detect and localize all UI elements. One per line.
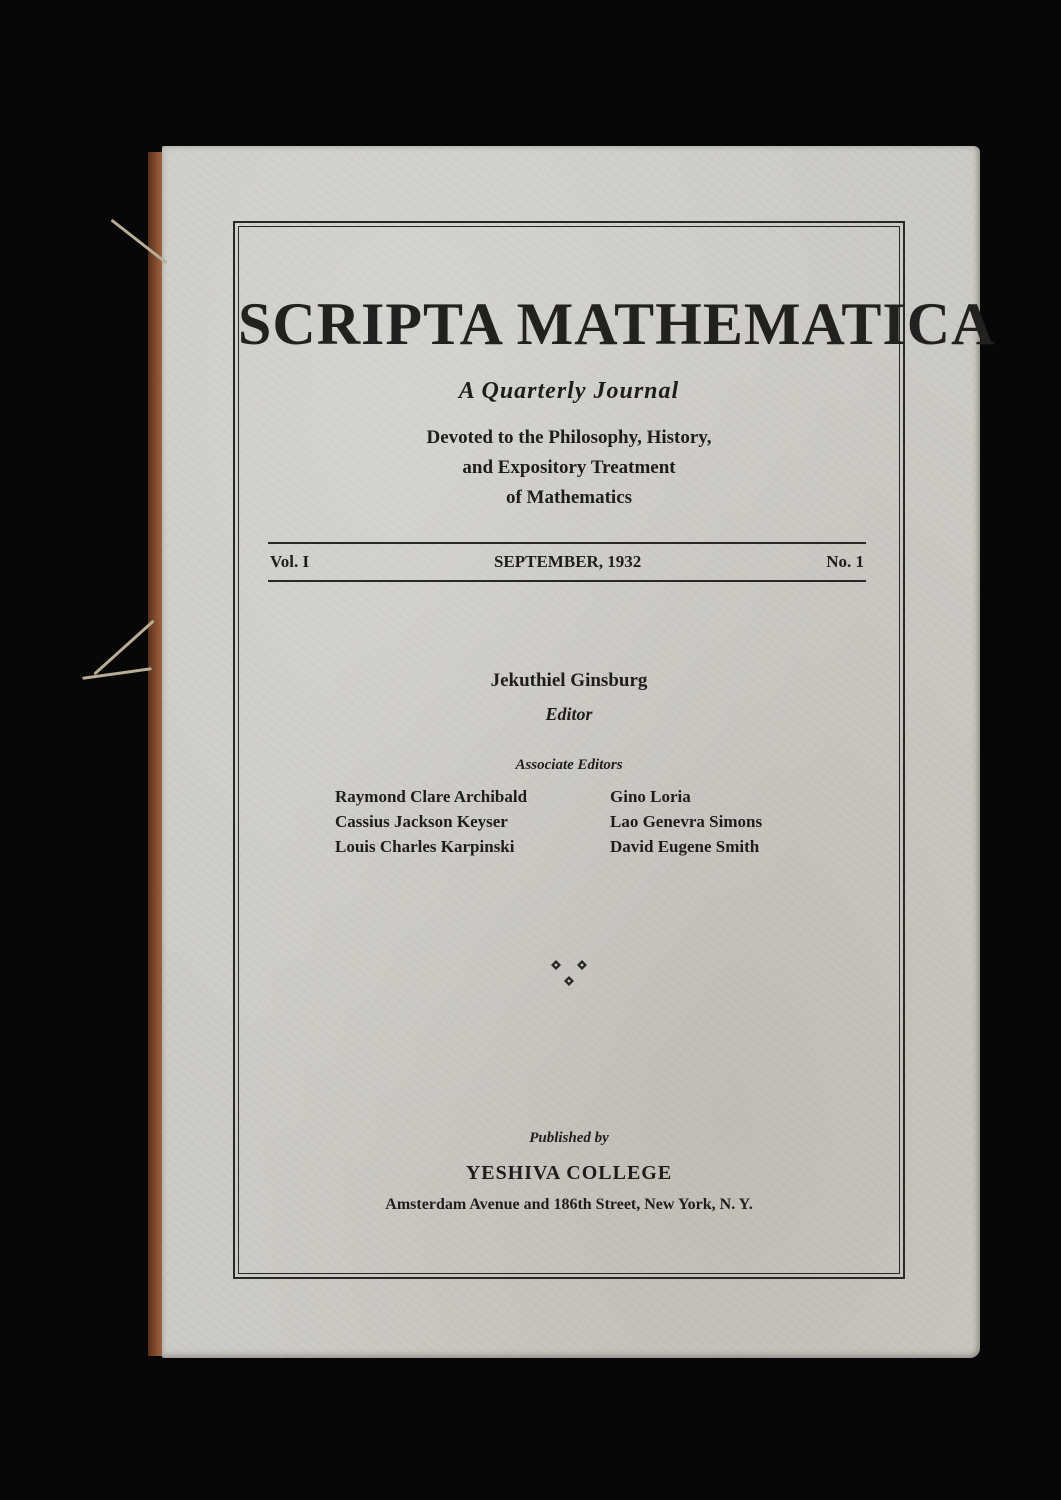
journal-title: SCRIPTA MATHEMATICA	[238, 291, 996, 357]
associate-editor: David Eugene Smith	[610, 837, 760, 856]
journal-subtitle: A Quarterly Journal	[458, 378, 680, 404]
associate-editor: Cassius Jackson Keyser	[335, 812, 508, 831]
issue-number: No. 1	[826, 552, 864, 571]
associate-editors-right-column	[610, 784, 762, 859]
issue-date: SEPTEMBER, 1932	[493, 552, 642, 571]
journal-description-line-2: and Expository Treatment	[462, 457, 676, 478]
editor-role: Editor	[545, 704, 593, 724]
fleuron-ornament-icon	[546, 956, 594, 996]
editor-name: Jekuthiel Ginsburg	[490, 670, 648, 691]
associate-editor: Raymond Clare Archibald	[335, 787, 528, 806]
associate-editor: Lao Genevra Simons	[610, 812, 763, 831]
issue-row	[270, 552, 864, 576]
associate-editors-heading: Associate Editors	[515, 757, 623, 773]
associate-editor: Louis Charles Karpinski	[335, 837, 515, 856]
binding-thread	[82, 667, 152, 680]
publisher-address: Amsterdam Avenue and 186th Street, New York, N. Y.	[385, 1196, 753, 1213]
publisher-name: YESHIVA COLLEGE	[465, 1162, 673, 1184]
issue-rule-top	[268, 542, 866, 544]
associate-editors-left-column	[335, 784, 527, 859]
issue-rule-bottom	[268, 580, 866, 582]
journal-description-line-1: Devoted to the Philosophy, History,	[426, 427, 712, 448]
issue-volume: Vol. I	[270, 552, 310, 571]
associate-editor: Gino Loria	[610, 787, 691, 806]
journal-description-line-3: of Mathematics	[505, 487, 633, 508]
published-by-label: Published by	[529, 1130, 609, 1146]
